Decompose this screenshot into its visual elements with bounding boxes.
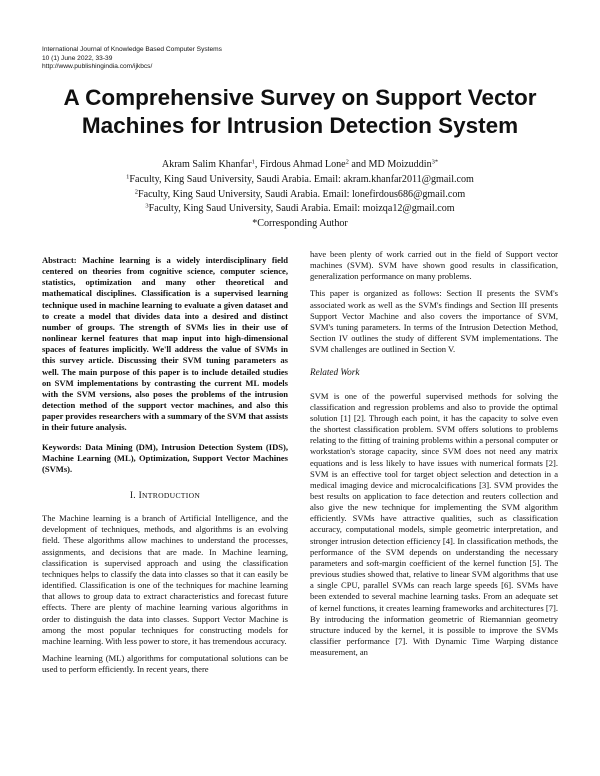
- section-number: I.: [129, 490, 139, 501]
- author-2: Firdous Ahmad Lone: [259, 159, 346, 170]
- affiliation-1: [60, 173, 540, 188]
- intro-paragraph-4: This paper is organized as follows: Section II presents the SVM's associated work as well as the SVM's findings and Section III presents Support Vector Machine and also covers the importance of SVM, SVM's tuning parameters. In terms of the Intrusion Detection Method, Section IV outlines the study of different SVM implementations. The SVM challenges are outlined in Section V.: [310, 288, 558, 355]
- intro-paragraph-3: have been plenty of work carried out in the field of Support vector machines (SVM). SVM have shown good results in classification, generalization performance on many problems.: [310, 249, 558, 282]
- affiliation-2: [60, 188, 540, 203]
- author-separator: and: [348, 159, 369, 170]
- subsection-heading-related-work: Related Work: [310, 367, 360, 378]
- title-line-2: Machines for Intrusion Detection System: [81, 113, 519, 138]
- journal-name: International Journal of Knowledge Based Computer Systems: [42, 46, 222, 53]
- journal-url[interactable]: http://www.publishingindia.com/ijkbcs/: [42, 63, 153, 71]
- related-work-paragraph: SVM is one of the powerful supervised methods for solving the classification and regression problems and also to provide the optimal solution [1] [2]. Through each point, it has the capacity to solve even the shortest classification problem. SVM offers solutions to problems relating to the fitting of training problems within a personal computer or workstation's storage capacity, since SVM does not need any matrix equations and is less likely to have issues with numerical formats [2]. SVM is an effective tool for target object selection and detection in a medical imaging device and microcalcifications [3]. SVM provides the best results on application to face detection and reuters collection and also give the new technique for implementing the SVM algorithm efficiently. SVMs have attractive qualities, such as classification accuracy, computational models, simple geometric interpretation, and stronger intrusion detection efficiency [4]. In classification methods, the performance of the SVM depends on understanding the necessary parameters and soft-margin coefficient of the kernel function [5]. The previous studies showed that, relative to linear SVM algorithms that use a single CPU, parallel SVMs can reach large speeds [6]. SVMs have been extended to several machine learning tasks. From an adequate set of kernel functions, it creates learning frameworks and architectures [7]. By introducing the information geometric of Riemannian geometry structure induced by the kernel, it is possible to improve the SVMs classifier performance [7]. With Dynamic Time Warping distance measurement, an: [310, 390, 558, 658]
- intro-paragraph-2: Machine learning (ML) algorithms for computational solutions can be used to perform efficiently. In recent years, there: [42, 653, 288, 675]
- author-1: Akram Salim Khanfar: [161, 159, 252, 170]
- intro-paragraph-1: The Machine learning is a branch of Artificial Intelligence, and the development of techniques, methods, and algorithms is an evolving field. These algorithms allow machines to understand the processes, assignments, and decisions that are made. In Machine learning, classification is supervised approach and using the classification techniques helps to classify the data into classes so that it can easily be identified. Classification is one of the techniques for machine learning that allows to group data to extract characteristics and forecast future effects. There are plenty of machine learning various algorithms in order to distinguish the data into classes. Support Vector Machine is among the most popular techniques for constructing models for machine learning. With less power to store, it has tremendous accuracy.: [42, 513, 288, 646]
- corresponding-author-note: *Corresponding Author: [252, 218, 348, 230]
- affiliation-3: [60, 202, 540, 217]
- section-heading-introduction: [42, 490, 288, 502]
- affiliation-mark: 1: [126, 173, 130, 181]
- author-3: MD Moizuddin: [368, 159, 432, 170]
- author-separator: ,: [254, 159, 260, 170]
- journal-header: [42, 46, 442, 72]
- author-names: [60, 158, 540, 173]
- volume-info: 10 (1) June 2022, 33-39: [42, 54, 113, 62]
- section-heading-initial: I: [138, 490, 142, 501]
- author-3-mark: 3*: [431, 158, 439, 166]
- abstract: Abstract: Machine learning is a widely interdisciplinary field centered on theories from cognitive science, computer science, statistics, optimization and many other theoretical and mathematical disciplines. Classification is a supervised learning technique used in machine learning to evaluate a given dataset and to create a model that divides data into a desired and distinct number of groups. The strength of SVMs lies in their use of nonlinear kernel features that map input into high-dimensional spaces of features implicitly. We'll address the value of SVMs in this survey article. Discussing their SVM tuning parameters as well. The main purpose of this paper is to include detailed studies on SVM implementations by contrasting the current ML models with the SVM versions, also poses the problems of the intrusion detection method of the support vector machines, and also this paper provides researchers with a summary of the SVM that assists in their future analysis.: [42, 255, 288, 433]
- affiliation-text: Faculty, King Saud University, Saudi Arabia. Email: lonefirdous686@gmail.com: [137, 188, 466, 200]
- author-1-mark: 1: [251, 158, 255, 166]
- left-column: [42, 255, 288, 681]
- right-column: [310, 249, 558, 664]
- author-2-mark: 2: [345, 158, 349, 166]
- author-block: [60, 158, 540, 232]
- affiliation-text: Faculty, King Saud University, Saudi Arabia. Email: moizqa12@gmail.com: [148, 203, 455, 215]
- section-heading-rest: NTRODUCTION: [142, 490, 201, 500]
- affiliation-mark: 3: [145, 202, 149, 210]
- affiliation-text: Faculty, King Saud University, Saudi Arabia. Email: akram.khanfar2011@gmail.com: [129, 173, 474, 185]
- title-line-1: A Comprehensive Survey on Support Vector: [63, 85, 537, 110]
- paper-title: [30, 84, 570, 140]
- affiliation-mark: 2: [134, 188, 138, 196]
- keywords: Keywords: Data Mining (DM), Intrusion Detection System (IDS), Machine Learning (ML), Optimization, Support Vector Machines (SVMs).: [42, 441, 288, 474]
